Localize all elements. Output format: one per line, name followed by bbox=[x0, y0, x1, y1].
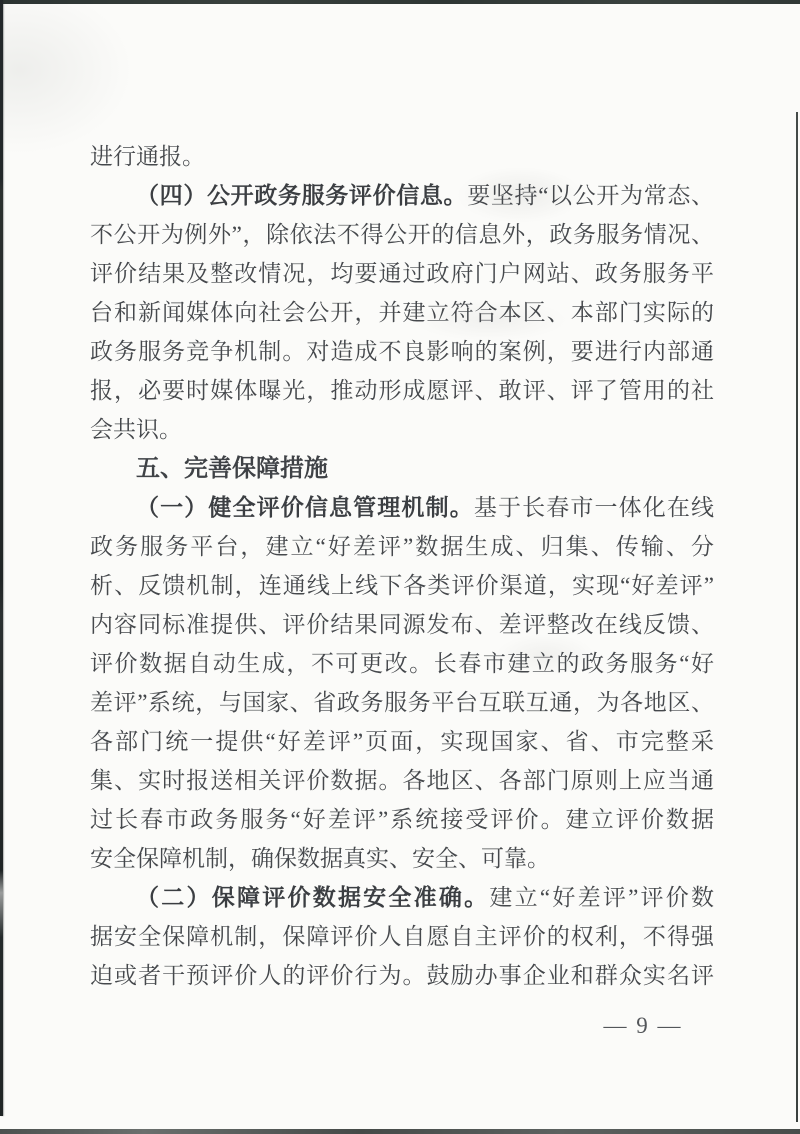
paragraph-text: 基于长春市一体化在线 bbox=[473, 495, 714, 520]
text-line: 政务服务平台，建立“好差评”数据生成、归集、传输、分 bbox=[90, 534, 714, 559]
text-line: 过长春市政务服务“好差评”系统接受评价。建立评价数据 bbox=[90, 807, 714, 832]
scan-edge-right bbox=[796, 112, 798, 1122]
scan-edge-top bbox=[0, 0, 800, 4]
text-line: 据安全保障机制，保障评价人自愿自主评价的权利，不得强 bbox=[90, 924, 714, 949]
text-line: 内容同标准提供、评价结果同源发布、差评整改在线反馈、 bbox=[90, 612, 714, 637]
text-line: 析、反馈机制，连通线上线下各类评价渠道，实现“好差评” bbox=[90, 573, 714, 598]
text-line: 评价结果及整改情况，均要通过政府门户网站、政务服务平 bbox=[90, 261, 714, 286]
text-line: 差评”系统，与国家、省政务服务平台互联互通，为各地区、 bbox=[90, 690, 714, 715]
section-heading: 五、完善保障措施 bbox=[136, 455, 328, 482]
text-line: 报，必要时媒体曝光，推动形成愿评、敢评、评了管用的社 bbox=[90, 378, 714, 403]
text-line: 台和新闻媒体向社会公开，并建立符合本区、本部门实际的 bbox=[90, 300, 714, 325]
paragraph-lead: （二）保障评价数据安全准确。 bbox=[136, 885, 490, 910]
paragraph-lead: （一）健全评价信息管理机制。 bbox=[136, 495, 474, 520]
scan-edge-bottom bbox=[0, 1129, 800, 1134]
text-line: 不公开为例外”，除依法不得公开的信息外，政务服务情况、 bbox=[90, 222, 714, 247]
paragraph-text: 建立“好差评”评价数 bbox=[489, 885, 714, 910]
page-number: — 9 — bbox=[603, 1013, 683, 1038]
text-line: 各部门统一提供“好差评”页面，实现国家、省、市完整采 bbox=[90, 729, 714, 754]
text-line bbox=[90, 878, 714, 917]
text-line: 集、实时报送相关评价数据。各地区、各部门原则上应当通 bbox=[90, 768, 714, 793]
scan-edge-left bbox=[0, 0, 3, 1116]
text-line: 安全保障机制，确保数据真实、安全、可靠。 bbox=[90, 846, 550, 871]
text-line: 评价数据自动生成，不可更改。长春市建立的政务服务“好 bbox=[90, 651, 714, 676]
text-line: 进行通报。 bbox=[90, 144, 205, 169]
text-line bbox=[90, 176, 714, 215]
paragraph-lead: （四）公开政务服务评价信息。 bbox=[136, 183, 468, 208]
document-body bbox=[90, 137, 714, 995]
text-line bbox=[90, 488, 714, 527]
text-line: 会共识。 bbox=[90, 417, 182, 442]
paragraph-text: 要坚持“以公开为常态、 bbox=[467, 183, 714, 208]
text-line: 政务服务竞争机制。对造成不良影响的案例，要进行内部通 bbox=[90, 339, 714, 364]
text-line: 迫或者干预评价人的评价行为。鼓励办事企业和群众实名评 bbox=[90, 963, 714, 988]
